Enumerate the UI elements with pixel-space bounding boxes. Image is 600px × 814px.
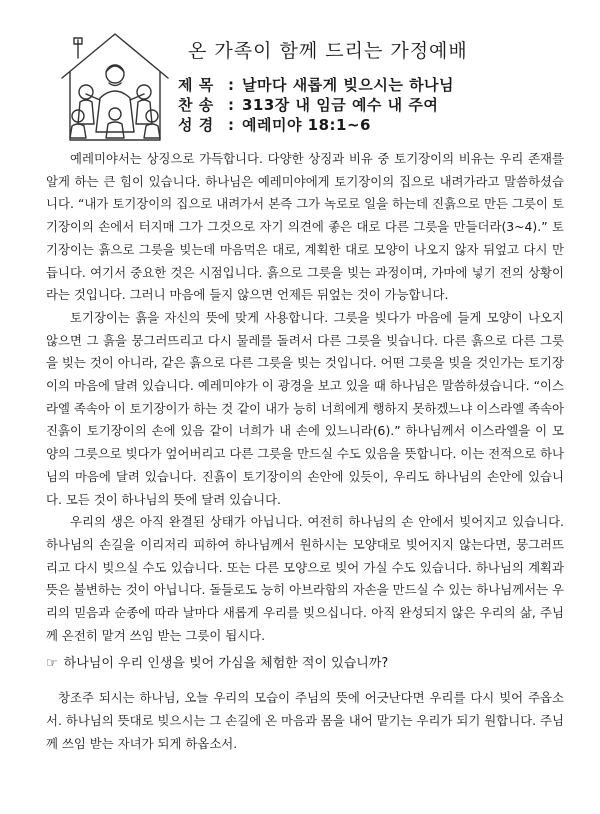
- header-block: [178, 36, 578, 135]
- meta-value-scripture: 예레미야 18:1~6: [242, 116, 371, 134]
- sermon-paragraph: 예레미야서는 상징으로 가득합니다. 다양한 상징과 비유 중 토기장이의 비유는 우리 존재를 알게 하는 큰 힘이 있습니다. 하나님은 예레미야에게 토기장이의 집으로 내려가라고 말씀하셨습니다. “내가 토기장이의 집으로 내려가서 본즉 그가 녹로로 일을 하는데 진흙으로 만든 그릇이 토기장이의 손에서 터지매 그가 그것으로 자기 의견에 좋은 대로 다른 그릇을 만들더라(3~4).” 토기장이는 흙으로 그릇을 빚는데 마음먹은 대로, 계획한 대로 모양이 나오지 않자 뒤엎고 다시 만듭니다. 여기서 중요한 것은 시점입니다. 흙으로 그릇을 빚는 과정이며, 가마에 넣기 전의 상황이라는 것입니다. 그러니 마음에 들지 않으면 언제든 뒤엎는 것이 가능합니다.: [46, 151, 564, 303]
- closing-prayer: 창조주 되시는 하나님, 오늘 우리의 모습이 주님의 뜻에 어긋난다면 우리를 다시 빚어 주옵소서. 하나님의 뜻대로 빚으시는 그 손길에 온 마음과 몸을 내어 맡기는 우리가 되기 원합니다. 주님께 쓰임 받는 자녀가 되게 하옵소서.: [46, 690, 564, 751]
- meta-value-hymn: 313장 내 임금 예수 내 주여: [242, 96, 439, 114]
- meta-label: 찬 송: [178, 96, 214, 114]
- meta-value-sermon-title: 날마다 새롭게 빚으시는 하나님: [242, 76, 455, 94]
- meta-colon: :: [228, 76, 235, 94]
- family-worship-illustration: [56, 28, 174, 146]
- meta-row-hymn: [178, 95, 578, 115]
- page-title: 온 가족이 함께 드리는 가정예배: [188, 40, 468, 62]
- house-walls-outline: [70, 72, 160, 140]
- sermon-paragraph: 우리의 생은 아직 완결된 상태가 아닙니다. 여전히 하나님의 손 안에서 빚어지고 있습니다. 하나님의 손길을 이리저리 피하여 하나님께서 원하시는 모양대로 빚어지지 않는다면, 뭉그러뜨리고 다시 빚으실 수도 있습니다. 또는 다른 모양으로 빚어 가실 수도 있습니다. 하나님의 계획과 뜻은 불변하는 것이 아닙니다. 돌들로도 능히 아브라함의 자손을 만드실 수 있는 하나님께서는 우리의 믿음과 순종에 따라 날마다 새롭게 우리를 빚으십니다. 아직 완성되지 않은 우리의 삶, 주님께 온전히 맡겨 쓰임 받는 그릇이 됩시다.: [46, 514, 565, 643]
- meta-colon: :: [228, 96, 235, 114]
- jesus-robe: [96, 91, 134, 132]
- pointing-hand-icon: ☞: [46, 656, 58, 672]
- jesus-head: [106, 65, 124, 83]
- meta-label: 제 목: [178, 76, 214, 94]
- meta-label: 성 경: [178, 116, 214, 134]
- meta-row-scripture: [178, 115, 578, 135]
- reflection-question-text: 하나님이 우리 인생을 빚어 가심을 체험한 적이 있습니까?: [63, 656, 389, 672]
- reflection-question: [46, 653, 564, 675]
- sermon-body: [46, 148, 564, 756]
- meta-colon: :: [228, 116, 235, 134]
- sermon-paragraph: 토기장이는 흙을 자신의 뜻에 맞게 사용합니다. 그릇을 빚다가 마음에 들게 모양이 나오지 않으면 그 흙을 뭉그러뜨리고 다시 물레를 돌려서 다른 그릇을 빚습니다. 다른 흙으로 다른 그릇을 빚는 것이 아니라, 같은 흙으로 다른 그릇을 빚는 것입니다. 어떤 그릇을 빚을 것인가는 토기장이의 마음에 달려 있습니다. 예레미야가 이 광경을 보고 있을 때 하나님은 말씀하셨습니다. “이스라엘 족속아 이 토기장이가 하는 것 같이 내가 능히 너희에게 행하지 못하겠느냐 이스라엘 족속아 진흙이 토기장이의 손에 있음 같이 너희가 내 손에 있느니라(6).” 하나님께서 이스라엘을 이 모양의 그릇으로 빚다가 엎어버리고 다른 그릇을 만드실 수도 있음을 뜻합니다. 이는 전적으로 하나님의 마음에 달려 있습니다. 진흙이 토기장이의 손안에 있듯이, 우리도 하나님의 손안에 있습니다. 모든 것이 하나님의 뜻에 달려 있습니다.: [46, 309, 565, 507]
- meta-row-title: [178, 75, 578, 95]
